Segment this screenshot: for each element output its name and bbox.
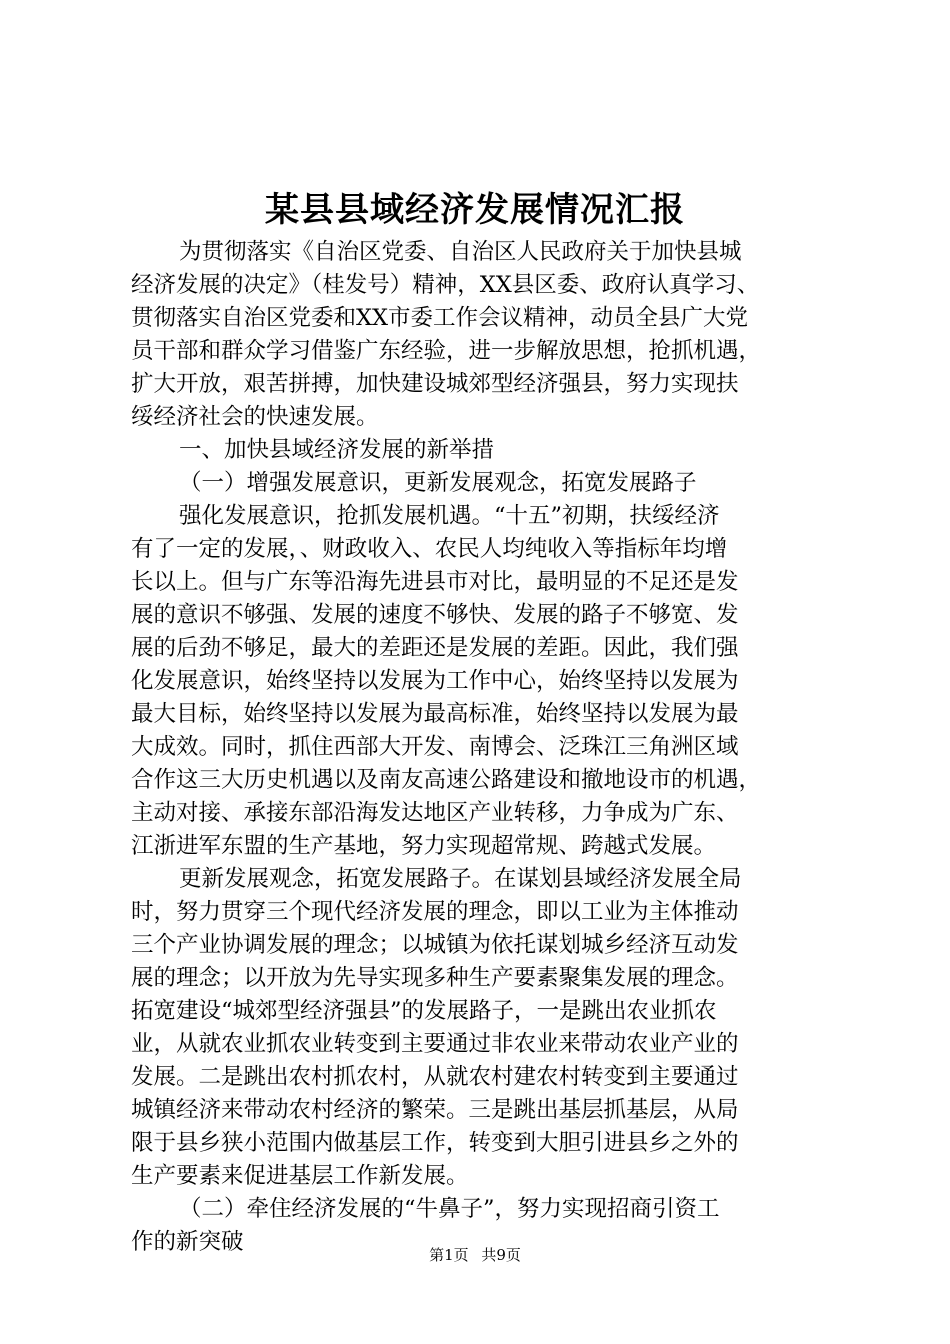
body-line: 长以上。但与广东等沿海先进县市对比，最明显的不足还是发: [131, 569, 739, 595]
section-heading: 一、加快县域经济发展的新举措: [179, 437, 495, 463]
body-line: 合作这三大历史机遇以及南友高速公路建设和撤地设市的机遇，: [131, 767, 762, 793]
body-line: 贯彻落实自治区党委和XX市委工作会议精神，动员全县广大党: [131, 305, 749, 331]
body-line: 展的意识不够强、发展的速度不够快、发展的路子不够宽、发: [131, 602, 739, 628]
body-line: 展的理念；以开放为先导实现多种生产要素聚集发展的理念。: [131, 965, 739, 991]
body-line: 化发展意识，始终坚持以发展为工作中心，始终坚持以发展为: [131, 668, 739, 694]
page-number: 第1页: [429, 1246, 469, 1264]
body-line: 为贯彻落实《自治区党委、自治区人民政府关于加快县城: [179, 239, 742, 265]
body-line: 发展。二是跳出农村抓农村，从就农村建农村转变到主要通过: [131, 1064, 739, 1090]
body-line: 拓宽建设“城郊型经济强县”的发展路子，一是跳出农业抓农: [131, 998, 717, 1024]
body-line: 员干部和群众学习借鉴广东经验，进一步解放思想，抢抓机遇，: [131, 338, 762, 364]
body-line: 绥经济社会的快速发展。: [131, 404, 379, 430]
body-line: 作的新突破: [131, 1229, 244, 1255]
body-line: 强化发展意识，抢抓发展机遇。“十五”初期，扶绥经济: [179, 503, 720, 529]
body-line: 最大目标，始终坚持以发展为最高标准，始终坚持以发展为最: [131, 701, 739, 727]
body-line: 三个产业协调发展的理念；以城镇为依托谋划城乡经济互动发: [131, 932, 739, 958]
body-line: 展的后劲不够足，最大的差距还是发展的差距。因此，我们强: [131, 635, 739, 661]
subsection-heading: （一）增强发展意识，更新发展观念，拓宽发展路子: [179, 470, 697, 496]
subsection-heading: （二）牵住经济发展的“牛鼻子”，努力实现招商引资工: [179, 1196, 720, 1222]
document-body: [131, 236, 851, 1259]
body-line: 经济发展的决定》（桂发号）精神，XX县区委、政府认真学习、: [131, 272, 760, 298]
body-line: 城镇经济来带动农村经济的繁荣。三是跳出基层抓基层，从局: [131, 1097, 739, 1123]
body-line: 限于县乡狭小范围内做基层工作，转变到大胆引进县乡之外的: [131, 1130, 739, 1156]
body-line: 有了一定的发展，、财政收入、农民人均纯收入等指标年均增: [131, 536, 728, 562]
body-line: 大成效。同时，抓住西部大开发、南博会、泛珠江三角洲区域: [131, 734, 739, 760]
body-line: 业，从就农业抓农业转变到主要通过非农业来带动农业产业的: [131, 1031, 739, 1057]
document-title: 某县县域经济发展情况汇报: [265, 190, 685, 230]
body-line: 更新发展观念，拓宽发展路子。在谋划县域经济发展全局: [179, 866, 742, 892]
body-line: 主动对接、承接东部沿海发达地区产业转移，力争成为广东、: [131, 800, 739, 826]
body-line: 扩大开放，艰苦拼搏，加快建设城郊型经济强县，努力实现扶: [131, 371, 739, 397]
body-line: 时，努力贯穿三个现代经济发展的理念，即以工业为主体推动: [131, 899, 739, 925]
page-footer: [0, 1244, 950, 1266]
body-line: 生产要素来促进基层工作新发展。: [131, 1163, 469, 1189]
body-line: 江浙进军东盟的生产基地，努力实现超常规、跨越式发展。: [131, 833, 717, 859]
page-total: 共9页: [481, 1246, 521, 1264]
